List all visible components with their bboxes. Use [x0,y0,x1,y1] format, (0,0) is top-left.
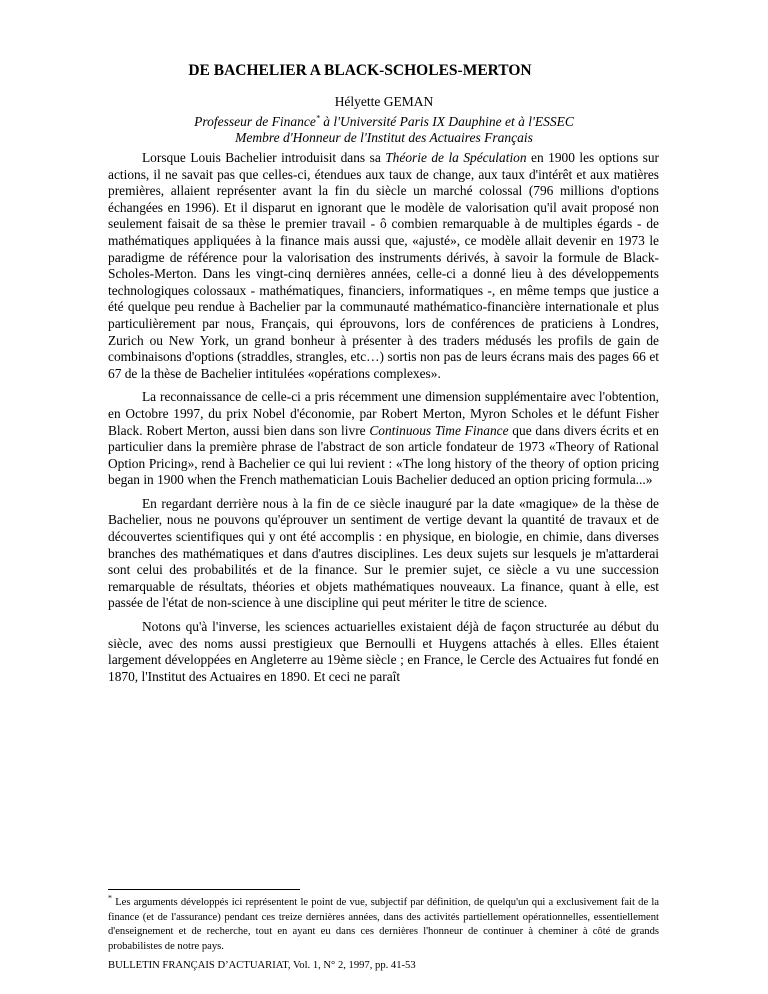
author-affiliation [0,114,768,146]
affiliation-line-2: Membre d'Honneur de l'Institut des Actuaires Français [235,130,533,145]
article-body [108,150,659,692]
paper-title: DE BACHELIER A BLACK-SCHOLES-MERTON [188,62,532,79]
affiliation-line-1: Professeur de Finance* à l'Université Paris IX Dauphine et à l'ESSEC [194,113,574,129]
footnote-divider [108,889,300,890]
footnote: * Les arguments développés ici représentent le point de vue, subjectif par définition, de quelqu'un qui a exclusivement fait de la finance (et de l'assurance) pendant ces treize dernières années, dans des activités partiellement opérationnelles, essentiellement d'enseignement et de recherche, tout en ayant eu dans ces dernières l'honneur de continuer à cheminer à côté de grands probabilistes de notre pays. [108,893,659,952]
paragraph-1: Lorsque Louis Bachelier introduisit dans sa Théorie de la Spéculation en 1900 les options sur actions, il ne savait pas que celles-ci, étendues aux taux de change, aux taux d'intérêt et aux matières premières, allaient représenter avant la fin du siècle un marché colossal (796 millions d'options échangées en 1996). Et il disparut en ignorant que le modèle de valorisation qu'il avait proposé non seulement faisait de sa thèse le premier travail - ô combien remarquable à de multiples égards - de mathématiques appliquées à la finance mais aussi que, «ajusté», ce modèle allait devenir en 1973 le paradigme de référence pour la valorisation des instruments dérivés, à savoir la formule de Black-Scholes-Merton. Dans les vingt-cinq dernières années, celle-ci a donné lieu à des développements technologiques colossaux - mathématiques, financiers, informatiques -, en même temps que justice a été quelque peu rendue à Bachelier par la communauté mathématico-financière internationale et plus particulièrement par nous, Français, qui éprouvons, lors de conférences de praticiens à Londres, Zurich ou New York, un grand bonheur à présenter à des traders médusés les profils de gain de combinaisons d'options (straddles, strangles, etc…) sortis non pas de leurs écrans mais des pages 66 et 67 de la thèse de Bachelier intitulées «opérations complexes». [108,150,659,381]
footnote-marker: * [108,893,112,903]
footnote-marker: * [315,113,320,123]
author-name: Hélyette GEMAN [334,94,434,109]
journal-citation: BULLETIN FRANÇAIS D’ACTUARIAT, Vol. 1, N° 2, 1997, pp. 41-53 [108,960,416,971]
paragraph-3: En regardant derrière nous à la fin de ce siècle inauguré par la date «magique» de la thèse de Bachelier, nous ne pouvons qu'éprouver un sentiment de vertige devant la quantité de travaux et de découvertes scientifiques qui y ont été accomplis : en physique, en biologie, en chimie, dans diverses branches des mathématiques et dans d'autres disciplines. Les deux sujets sur lesquels je m'attarderai sont celui des probabilités et de la finance. Sur le premier sujet, ce siècle a vu une succession remarquable de résultats, théories et objets mathématiques nouveaux. La finance, quant à elle, est passée de l'état de non-science à une discipline qui peut mériter le titre de science. [108,495,659,611]
paragraph-2: La reconnaissance de celle-ci a pris récemment une dimension supplémentaire avec l'obtention, en Octobre 1997, du prix Nobel d'économie, par Robert Merton, Myron Scholes et le défunt Fisher Black. Robert Merton, aussi bien dans son livre Continuous Time Finance que dans divers écrits et en particulier dans la première phrase de l'abstract de son article fondateur de 1973 «Theory of Rational Option Pricing», rend à Bachelier ce qui lui revient : «The long history of the theory of option pricing began in 1900 when the French mathematician Louis Bachelier deduced an option pricing formula...» [108,389,659,488]
paragraph-4: Notons qu'à l'inverse, les sciences actuarielles existaient déjà de façon structurée au début du siècle, avec des noms aussi prestigieux que Bernoulli et Huygens attachés à elles. Elles étaient largement développées en Angleterre au 19ème siècle ; en France, le Cercle des Actuaires fut fondé en 1870, l'Institut des Actuaires en 1890. Et ceci ne paraît [108,619,659,684]
